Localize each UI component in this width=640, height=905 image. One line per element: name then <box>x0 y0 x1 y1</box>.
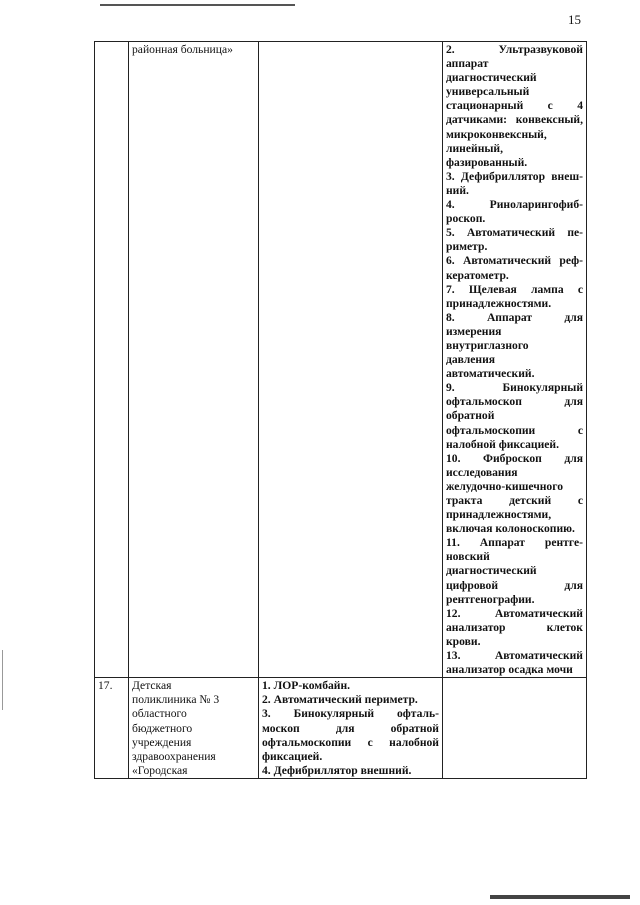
text-line: принадлежностями. <box>446 296 552 310</box>
header-rule <box>100 4 295 6</box>
equipment-list <box>262 679 439 778</box>
text-line: принадлежностями, <box>446 508 552 522</box>
text-line: фазированный. <box>446 155 528 169</box>
text-line: анализатор клеток <box>446 620 583 634</box>
text-line: Детская <box>132 679 172 693</box>
text-line: 10. Фиброскоп для <box>446 451 583 465</box>
text-line: новский <box>446 550 490 564</box>
text-line: 5. Автоматический пе- <box>446 226 583 240</box>
text-line: налобной фиксацией. <box>446 437 559 451</box>
text-line: автоматический. <box>446 367 535 381</box>
text-line: учреждения <box>132 735 192 749</box>
text-line: 4. Риноларингофиб- <box>446 198 583 212</box>
text-line: областного <box>132 707 187 721</box>
text-line: измерения <box>446 324 502 338</box>
equipment-list-cell <box>259 678 443 779</box>
text-line: обратной <box>446 409 495 423</box>
text-line: ний. <box>446 183 469 197</box>
table-row <box>95 42 587 678</box>
text-line: включая колоноскопию. <box>446 522 575 536</box>
text-line: 4. Дефибриллятор внешний. <box>262 763 412 777</box>
text-line: офтальмоскоп для <box>446 395 583 409</box>
text-line: датчиками: конвексный, <box>446 113 583 127</box>
text-line: цифровой для <box>446 578 583 592</box>
text-line: 2. Ультразвуковой <box>446 43 583 56</box>
text-line: универсальный <box>446 85 530 99</box>
text-line: 3. Дефибриллятор внеш- <box>446 169 583 183</box>
text-line: офтальмоскопии с <box>446 423 583 437</box>
text-line: диагностический <box>446 564 537 578</box>
text-line: кератометр. <box>446 268 509 282</box>
text-line: диагностический <box>446 71 537 85</box>
text-line: стационарный с 4 <box>446 99 583 113</box>
text-line: давления <box>446 353 496 367</box>
text-line: микроконвексный, <box>446 127 547 141</box>
equipment-table <box>94 41 587 779</box>
text-line: внутриглазного <box>446 338 529 352</box>
text-line: 12. Автоматический <box>446 606 583 620</box>
institution-name-lines <box>132 43 255 57</box>
text-line: крови. <box>446 634 481 648</box>
text-line: фиксацией. <box>262 749 323 763</box>
text-line: бюджетного <box>132 721 193 735</box>
page-number: 15 <box>568 12 581 27</box>
table-row <box>95 678 587 779</box>
text-line: 13. Автоматический <box>446 649 583 663</box>
text-line: рентгенографии. <box>446 592 535 606</box>
text-line: 8. Аппарат для <box>446 310 583 324</box>
text-line: здравоохранения <box>132 749 216 763</box>
empty-cell <box>443 678 587 779</box>
text-line: 9. Бинокулярный <box>446 381 583 395</box>
text-line: районная больница» <box>132 43 233 56</box>
row-number-cell <box>95 42 129 678</box>
empty-cell <box>259 42 443 678</box>
text-line: москоп для обратной <box>262 721 439 735</box>
text-line: тракта детский с <box>446 494 583 507</box>
row-number-cell: 17. <box>95 678 129 779</box>
text-line: 6. Автоматический реф- <box>446 254 583 268</box>
text-line: 3. Бинокулярный офталь- <box>262 707 439 721</box>
scan-artifact <box>2 650 3 710</box>
text-line: 2. Автоматический периметр. <box>262 693 418 707</box>
text-line: риметр. <box>446 240 488 254</box>
text-line: 7. Щелевая лампа с <box>446 282 583 296</box>
institution-name-lines <box>132 679 255 778</box>
text-line: анализатор осадка мочи <box>446 663 573 677</box>
institution-name-cell <box>129 678 259 779</box>
text-line: поликлиника № 3 <box>132 693 220 707</box>
equipment-list-cell <box>443 42 587 678</box>
text-line: линейный, <box>446 141 504 155</box>
text-line: аппарат <box>446 57 489 71</box>
institution-name-cell <box>129 42 259 678</box>
text-line: офтальмоскопии с налобной <box>262 735 439 749</box>
scan-artifact-bottom <box>490 895 630 899</box>
text-line: исследования <box>446 465 518 479</box>
text-line: 1. ЛОР-комбайн. <box>262 679 351 693</box>
text-line: «Городская <box>132 763 188 777</box>
text-line: желудочно-кишечного <box>446 479 564 493</box>
text-line: роскоп. <box>446 212 486 226</box>
equipment-list <box>446 43 583 677</box>
text-line: 11. Аппарат рентге- <box>446 536 583 550</box>
